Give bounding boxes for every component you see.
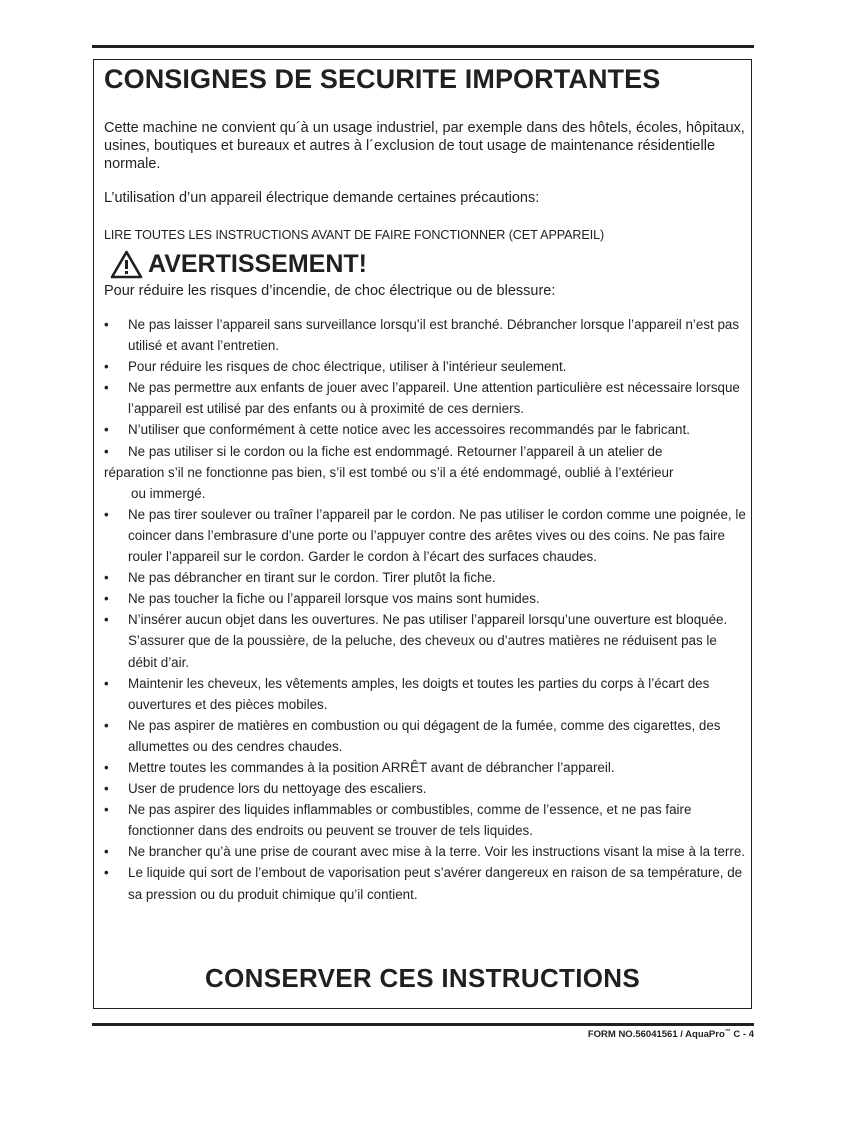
bullet: • <box>104 759 109 775</box>
list-item <box>104 419 749 440</box>
rule-text: Ne pas laisser l’appareil sans surveillance lorsqu’il est branché. Débrancher lorsque l’appareil n’est pas utilisé et avant l’entretien. <box>128 317 740 354</box>
form-number: FORM NO.56041561 / AquaPro <box>587 1029 725 1041</box>
bullet: • <box>104 591 109 607</box>
bullet: • <box>104 675 109 691</box>
bullet: • <box>104 802 109 818</box>
bullet: • <box>104 443 109 459</box>
list-item <box>104 314 749 356</box>
rule-text: Ne brancher qu’à une prise de courant avec mise à la terre. Voir les instructions visant la mise à la terre. <box>128 844 746 860</box>
page-footer <box>588 1029 754 1040</box>
rule-text: Ne pas tirer soulever ou traîner l’appareil par le cordon. Ne pas utiliser le cordon comme une poignée, le coincer dans l’embrasure d’une porte ou l’appuyer contre des arêtes vives ou des coins. Ne pas faire rouler l’appareil sur le cordon. Garder le cordon à l’écart des surfaces chaudes. <box>128 506 746 565</box>
rule-text: User de prudence lors du nettoyage des escaliers. <box>128 781 427 797</box>
rule-text: Le liquide qui sort de l’embout de vaporisation peut s’avérer dangereux en raison de sa température, de sa pression ou du produit chimique qu’il contient. <box>128 865 743 902</box>
page-title: CONSIGNES DE SECURITE IMPORTANTES <box>104 64 661 94</box>
list-item <box>104 862 749 904</box>
reduce-risk-line: Pour réduire les risques d’incendie, de choc électrique ou de blessure: <box>104 283 556 299</box>
bullet: • <box>104 865 109 881</box>
list-item <box>104 799 749 841</box>
list-item-continuation <box>104 462 749 483</box>
warning-title: AVERTISSEMENT! <box>148 249 367 278</box>
bottom-rule <box>92 1023 754 1026</box>
top-rule <box>92 45 754 48</box>
bullet: • <box>104 844 109 860</box>
bullet: • <box>104 781 109 797</box>
rule-text: Ne pas aspirer des liquides inflammables or combustibles, comme de l’essence, et ne pas faire fonctionner dans des endroits ou peuvent se trouver de tels liquides. <box>128 802 692 839</box>
list-item <box>104 588 749 609</box>
list-item <box>104 715 749 757</box>
list-item <box>104 841 749 862</box>
bullet: • <box>104 422 109 438</box>
list-item-continuation <box>104 483 749 504</box>
bullet: • <box>104 570 109 586</box>
bullet: • <box>104 380 109 396</box>
rule-text: réparation s’il ne fonctionne pas bien, s’il est tombé ou s’il a été endommagé, oublié à l’extérieur <box>104 464 674 480</box>
list-item <box>104 441 749 462</box>
read-all-instructions: LIRE TOUTES LES INSTRUCTIONS AVANT DE FAIRE FONCTIONNER (CET APPAREIL) <box>104 228 605 242</box>
list-item <box>104 504 749 567</box>
list-item <box>104 567 749 588</box>
safety-rules-list <box>104 314 749 905</box>
trademark-symbol: ™ <box>724 1029 731 1035</box>
rule-text: ou immergé. <box>131 485 206 501</box>
rule-text: Pour réduire les risques de choc électrique, utiliser à l’intérieur seulement. <box>128 359 567 375</box>
rule-text: Ne pas aspirer de matières en combustion ou qui dégagent de la fumée, comme des cigarettes, des allumettes ou des cendres chaudes. <box>128 717 721 754</box>
intro-paragraph: Cette machine ne convient qu´à un usage industriel, par exemple dans des hôtels, écoles, hôpitaux, usines, boutiques et bureaux et autres à l´exclusion de tout usage de maintenance résidentielle normale. <box>104 120 745 172</box>
warning-triangle-icon <box>110 250 143 279</box>
rule-text: N’insérer aucun objet dans les ouvertures. Ne pas utiliser l’appareil lorsqu’une ouverture est bloquée. S’assurer que de la poussière, de la peluche, des cheveux ou d’autres matières ne réduisent pas le débit d’air. <box>128 612 728 670</box>
rule-text: Ne pas débrancher en tirant sur le cordon. Tirer plutôt la fiche. <box>128 570 496 586</box>
rule-text: Mettre toutes les commandes à la position ARRÊT avant de débrancher l’appareil. <box>128 759 615 775</box>
warning-heading <box>110 247 367 281</box>
rule-text: Ne pas utiliser si le cordon ou la fiche est endommagé. Retourner l’appareil à un atelier de <box>128 443 663 459</box>
bullet: • <box>104 612 109 628</box>
rule-text: Ne pas permettre aux enfants de jouer avec l’appareil. Une attention particulière est nécessaire lorsque l’appareil est utilisé par des enfants ou à proximité de ces derniers. <box>128 380 740 417</box>
bullet: • <box>104 359 109 375</box>
rule-text: Ne pas toucher la fiche ou l’appareil lorsque vos mains sont humides. <box>128 591 540 607</box>
rule-text: Maintenir les cheveux, les vêtements amples, les doigts et toutes les parties du corps à l’écart des ouvertures et des pièces mobiles. <box>128 675 710 712</box>
list-item <box>104 377 749 419</box>
bullet: • <box>104 317 109 332</box>
keep-instructions-heading: CONSERVER CES INSTRUCTIONS <box>205 963 640 993</box>
list-item <box>104 609 749 672</box>
rule-text: N’utiliser que conformément à cette notice avec les accessoires recommandés par le fabricant. <box>128 422 690 438</box>
precaution-line: L’utilisation d’un appareil électrique demande certaines précautions: <box>104 190 540 206</box>
page-number: C - 4 <box>733 1029 754 1041</box>
bullet: • <box>104 717 109 733</box>
list-item <box>104 757 749 778</box>
list-item <box>104 356 749 377</box>
bullet: • <box>104 506 109 522</box>
list-item <box>104 673 749 715</box>
list-item <box>104 778 749 799</box>
